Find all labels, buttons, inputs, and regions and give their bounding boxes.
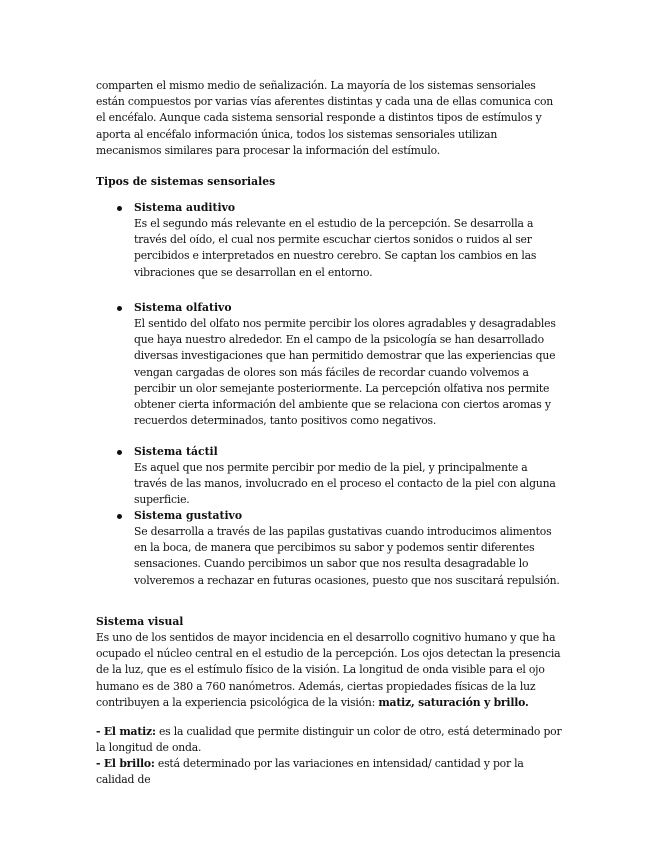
system-description: Es el segundo más relevante en el estudio de la percepción. Se desarrolla a través del oído, el cual nos permite escuchar ciertos sonidos o ruidos al ser percibidos e interpretados en nuestro cerebro. Se captan los cambios en las vibraciones que se desarrollan en el entorno. xyxy=(134,217,537,279)
definition-text: es la cualidad que permite distinguir un color de otro, está determinado por la longitud de onda. xyxy=(96,725,562,755)
visual-heading: Sistema visual xyxy=(96,615,184,628)
visual-paragraph xyxy=(96,630,562,711)
intro-paragraph xyxy=(96,78,562,159)
system-title: Sistema auditivo xyxy=(134,201,236,214)
definition-term: - El brillo: xyxy=(96,757,155,770)
definition-matiz xyxy=(96,724,562,756)
system-title: Sistema olfativo xyxy=(134,301,232,314)
system-description: El sentido del olfato nos permite percibir los olores agradables y desagradables que haya nuestro alrededor. En el campo de la psicología se han desarrollado diversas investigaciones que han permitido demostrar que las experiencias que vengan cargadas de olores son más fáciles de recordar cuando volvemos a percibir un olor semejante posteriormente. La percepción olfativa nos permite obtener cierta información del ambiente que se relaciona con ciertos aromas y recuerdos determinados, tanto positivos como negativos. xyxy=(134,317,556,428)
bullet-icon xyxy=(117,306,122,311)
system-description: Es aquel que nos permite percibir por medio de la piel, y principalmente a través de las manos, involucrado en el proceso el contacto de la piel con alguna superficie. xyxy=(134,461,556,507)
bullet-icon xyxy=(117,450,122,455)
bullet-icon xyxy=(117,514,122,519)
definition-text: está determinado por las variaciones en intensidad/ cantidad y por la calidad de xyxy=(96,757,524,787)
visual-properties: matiz, saturación y brillo. xyxy=(378,695,529,709)
definition-brillo xyxy=(96,756,562,788)
bullet-icon xyxy=(117,206,122,211)
definition-term: - El matiz: xyxy=(96,725,156,738)
system-title: Sistema táctil xyxy=(134,445,218,458)
system-description: Se desarrolla a través de las papilas gustativas cuando introducimos alimentos en la boca, de manera que percibimos su sabor y podemos sentir diferentes sensaciones. Cuando percibimos un sabor que nos resulta desagradable lo volveremos a rechazar en futuras ocasiones, puesto que nos suscitará repulsión. xyxy=(134,525,560,587)
system-title: Sistema gustativo xyxy=(134,509,243,522)
visual-text: Es uno de los sentidos de mayor incidencia en el desarrollo cognitivo humano y que ha ocupado el núcleo central en el estudio de la percepción. Los ojos detectan la presencia de la luz, que es el estímulo físico de la visión. La longitud de onda visible para el ojo humano es de 380 a 760 nanómetros. Además, ciertas propiedades físicas de la luz contribuyen a la experiencia psicológica de la visión: xyxy=(96,631,561,709)
types-heading: Tipos de sistemas sensoriales xyxy=(96,175,276,188)
intro-text: comparten el mismo medio de señalización. La mayoría de los sistemas sensoriales están compuestos por varias vías aferentes distintas y cada una de ellas comunica con el encéfalo. Aunque cada sistema sensorial responde a distintos tipos de estímulos y aporta al encéfalo información única, todos los sistemas sensoriales utilizan mecanismos similares para procesar la información del estímulo. xyxy=(96,79,554,157)
